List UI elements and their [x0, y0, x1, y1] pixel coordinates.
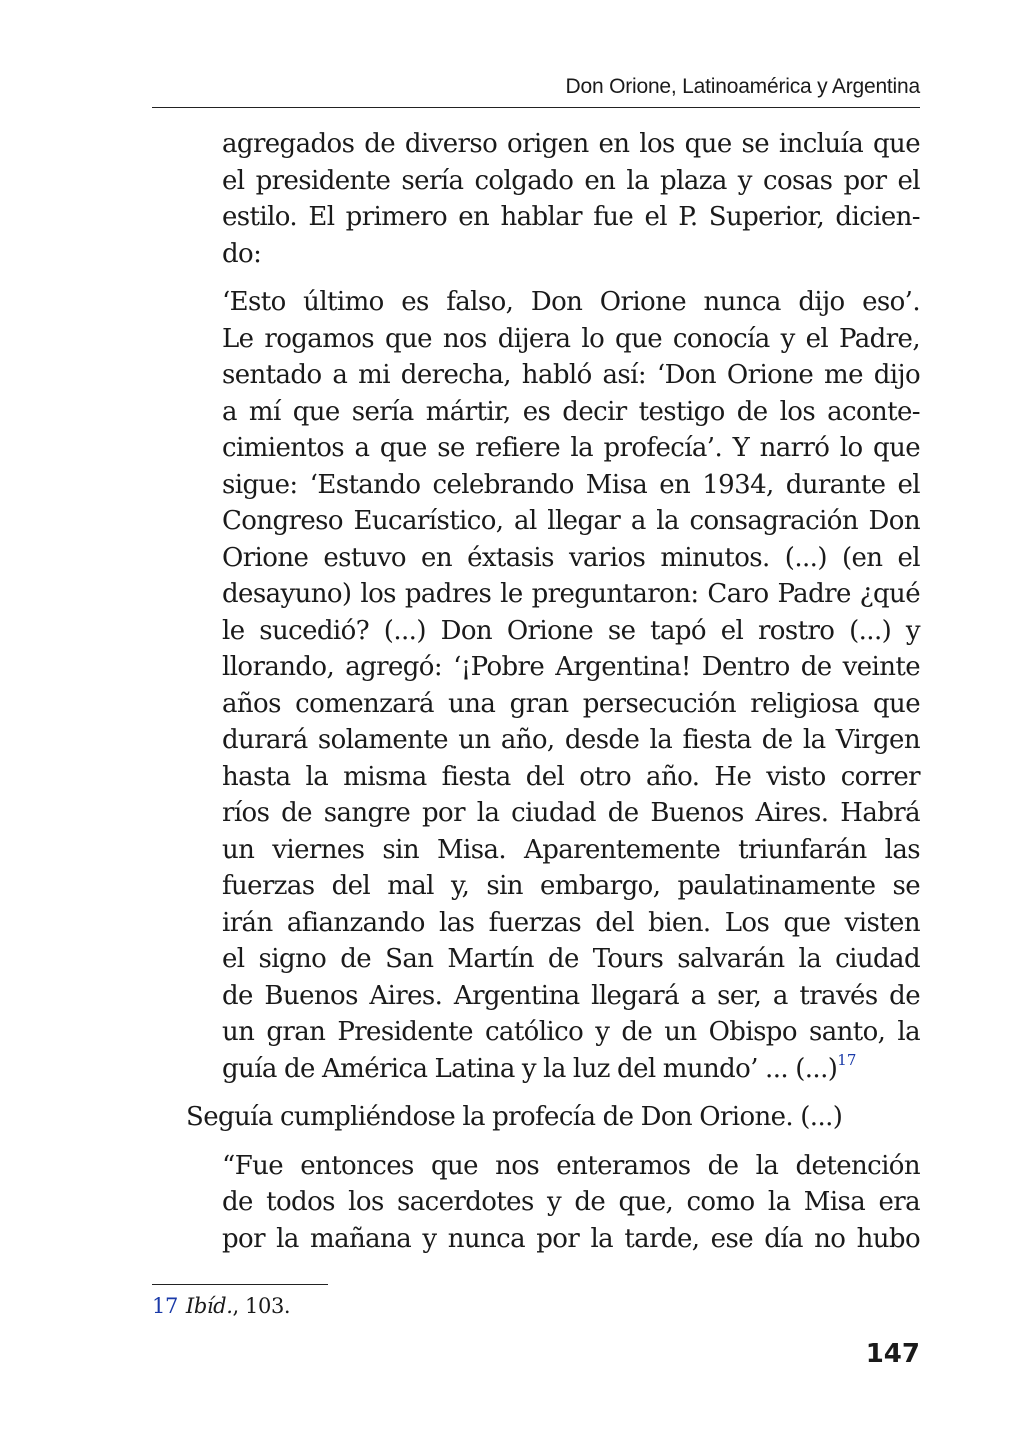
text-line: ríos de sangre por la ciudad de Buenos Aires. Habrá: [222, 798, 920, 828]
footnote-rule: [152, 1284, 328, 1285]
paragraph-quote-continuation: [222, 126, 920, 272]
text-line: un viernes sin Misa. Aparentemente triunfarán las: [222, 834, 920, 865]
text-line: sigue: ‘Estando celebrando Misa en 1934, durante el: [222, 469, 920, 500]
text-line: Le rogamos que nos dijera lo que conocía y el Padre,: [222, 323, 920, 354]
running-header: Don Orione, Latinoamérica y Argentina: [565, 75, 920, 98]
text-line: irán afianzando las fuerzas del bien. Los que visten: [222, 907, 920, 938]
footnote-reference[interactable]: 17: [837, 1050, 857, 1069]
text-line: de Buenos Aires. Argentina llegará a ser, a través de: [222, 980, 920, 1011]
page-number: 147: [865, 1339, 920, 1369]
text-line: cimientos a que se refiere la profecía’. Y narró lo que: [222, 433, 920, 463]
text-line-content: guía de América Latina y la luz del mundo’ ... (...): [222, 1053, 838, 1084]
text-line: de todos los sacerdotes y de que, como la Misa era: [222, 1187, 920, 1217]
paragraph-narrative: [186, 1099, 920, 1136]
text-line: Orione estuvo en éxtasis varios minutos. (...) (en el: [222, 542, 920, 573]
body-text: [152, 126, 920, 1269]
text-line: un gran Presidente católico y de un Obispo santo, la: [222, 1017, 920, 1047]
text-line: Congreso Eucarístico, al llegar a la consagración Don: [222, 506, 920, 536]
text-line: le sucedió? (...) Don Orione se tapó el rostro (...) y: [222, 615, 920, 646]
text-line: fuerzas del mal y, sin embargo, paulatinamente se: [222, 871, 920, 901]
paragraph-detention-quote: [222, 1148, 920, 1258]
text-line: estilo. El primero en hablar fue el P. Superior, dicien-: [222, 202, 920, 232]
text-line: llorando, agregó: ‘¡Pobre Argentina! Dentro de veinte: [222, 652, 920, 682]
footnote-number[interactable]: 17: [152, 1294, 178, 1318]
text-line: desayuno) los padres le preguntaron: Caro Padre ¿qué: [222, 579, 920, 609]
text-line: el signo de San Martín de Tours salvarán la ciudad: [222, 944, 920, 974]
text-line: [222, 1051, 920, 1088]
footnote-page: , 103.: [232, 1294, 291, 1318]
text-line: a mí que sería mártir, es decir testigo de los aconte-: [222, 396, 920, 427]
text-line: agregados de diverso origen en los que se incluía que: [222, 129, 920, 159]
text-line: durará solamente un año, desde la fiesta de la Virgen: [222, 725, 920, 755]
text-line: sentado a mi derecha, habló así: ‘Don Orione me dijo: [222, 360, 920, 390]
footnote: [152, 1292, 290, 1320]
footnote-source: Ibíd.: [185, 1294, 233, 1318]
text-line: ‘Esto último es falso, Don Orione nunca dijo eso’.: [222, 287, 920, 317]
text-line: Seguía cumpliéndose la profecía de Don Orione. (...): [186, 1102, 843, 1132]
text-line: por la mañana y nunca por la tarde, ese día no hubo: [222, 1223, 920, 1254]
text-line: el presidente sería colgado en la plaza y cosas por el: [222, 165, 920, 196]
header-rule: [152, 107, 920, 108]
paragraph-prophecy-quote: [222, 284, 920, 1087]
text-line: “Fue entonces que nos enteramos de la detención: [222, 1150, 920, 1181]
text-line: años comenzará una gran persecución religiosa que: [222, 688, 920, 719]
text-line: hasta la misma fiesta del otro año. He visto correr: [222, 761, 920, 792]
text-line: do:: [222, 238, 262, 269]
